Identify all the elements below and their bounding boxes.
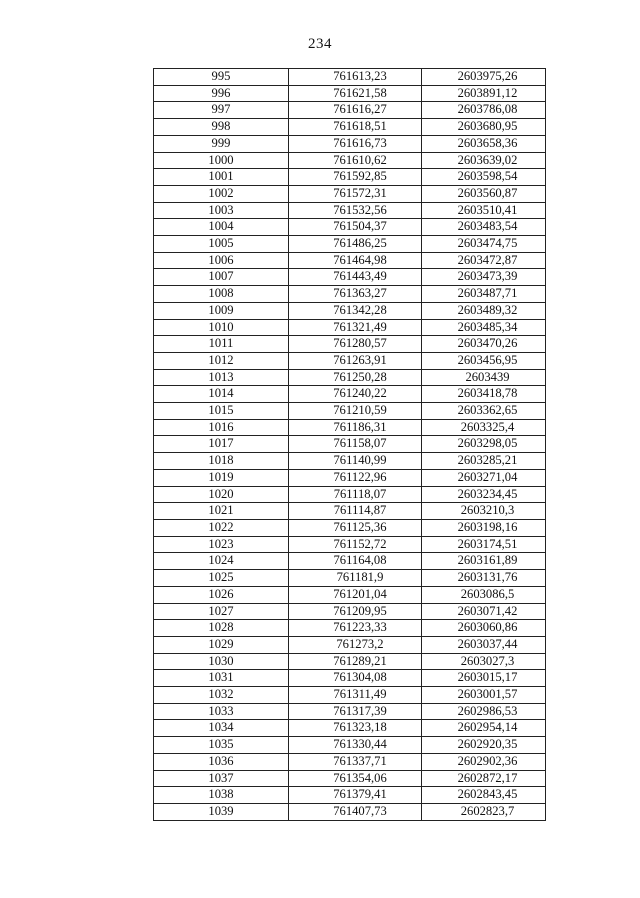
y-coordinate-cell: 2603786,08 [422,102,546,119]
y-coordinate-cell: 2603487,71 [422,286,546,303]
y-coordinate-cell: 2602986,53 [422,703,546,720]
y-coordinate-cell: 2603680,95 [422,119,546,136]
table-row [154,302,546,319]
y-coordinate-cell: 2603037,44 [422,636,546,653]
point-number-cell: 999 [154,135,289,152]
point-number-cell: 1032 [154,687,289,704]
y-coordinate-cell: 2603071,42 [422,603,546,620]
point-number-cell: 1029 [154,636,289,653]
y-coordinate-cell: 2603474,75 [422,236,546,253]
point-number-cell: 1030 [154,653,289,670]
point-number-cell: 1034 [154,720,289,737]
y-coordinate-cell: 2603174,51 [422,536,546,553]
table-row [154,102,546,119]
point-number-cell: 1021 [154,503,289,520]
point-number-cell: 1028 [154,620,289,637]
table-row [154,236,546,253]
point-number-cell: 1008 [154,286,289,303]
table-row [154,135,546,152]
y-coordinate-cell: 2603891,12 [422,85,546,102]
y-coordinate-cell: 2603439 [422,369,546,386]
y-coordinate-cell: 2603131,76 [422,570,546,587]
table-row [154,787,546,804]
x-coordinate-cell: 761114,87 [289,503,422,520]
x-coordinate-cell: 761304,08 [289,670,422,687]
point-number-cell: 1011 [154,336,289,353]
point-number-cell: 1031 [154,670,289,687]
x-coordinate-cell: 761158,07 [289,436,422,453]
y-coordinate-cell: 2602843,45 [422,787,546,804]
table-row [154,252,546,269]
page-number: 234 [308,36,332,52]
point-number-cell: 1025 [154,570,289,587]
y-coordinate-cell: 2603210,3 [422,503,546,520]
table-row [154,536,546,553]
y-coordinate-cell: 2603489,32 [422,302,546,319]
table-row [154,753,546,770]
x-coordinate-cell: 761125,36 [289,519,422,536]
table-row [154,636,546,653]
y-coordinate-cell: 2603658,36 [422,135,546,152]
point-number-cell: 1013 [154,369,289,386]
point-number-cell: 1035 [154,737,289,754]
point-number-cell: 1009 [154,302,289,319]
y-coordinate-cell: 2603161,89 [422,553,546,570]
point-number-cell: 1005 [154,236,289,253]
point-number-cell: 1023 [154,536,289,553]
x-coordinate-cell: 761140,99 [289,453,422,470]
y-coordinate-cell: 2603975,26 [422,69,546,86]
point-number-cell: 1026 [154,586,289,603]
x-coordinate-cell: 761532,56 [289,202,422,219]
table-row [154,503,546,520]
table-row [154,570,546,587]
x-coordinate-cell: 761210,59 [289,403,422,420]
point-number-cell: 1020 [154,486,289,503]
point-number-cell: 1017 [154,436,289,453]
point-number-cell: 1015 [154,403,289,420]
point-number-cell: 1002 [154,185,289,202]
y-coordinate-cell: 2602872,17 [422,770,546,787]
table-row [154,386,546,403]
table-row [154,603,546,620]
x-coordinate-cell: 761263,91 [289,352,422,369]
x-coordinate-cell: 761209,95 [289,603,422,620]
point-number-cell: 1001 [154,169,289,186]
y-coordinate-cell: 2603198,16 [422,519,546,536]
point-number-cell: 997 [154,102,289,119]
point-number-cell: 998 [154,119,289,136]
x-coordinate-cell: 761289,21 [289,653,422,670]
x-coordinate-cell: 761118,07 [289,486,422,503]
x-coordinate-cell: 761273,2 [289,636,422,653]
y-coordinate-cell: 2603298,05 [422,436,546,453]
table-row [154,369,546,386]
table-row [154,269,546,286]
x-coordinate-cell: 761337,71 [289,753,422,770]
y-coordinate-cell: 2603472,87 [422,252,546,269]
x-coordinate-cell: 761250,28 [289,369,422,386]
table-row [154,586,546,603]
table-row [154,319,546,336]
y-coordinate-cell: 2603483,54 [422,219,546,236]
table-row [154,336,546,353]
x-coordinate-cell: 761280,57 [289,336,422,353]
point-number-cell: 1004 [154,219,289,236]
x-coordinate-cell: 761616,27 [289,102,422,119]
x-coordinate-cell: 761311,49 [289,687,422,704]
x-coordinate-cell: 761464,98 [289,252,422,269]
y-coordinate-cell: 2603015,17 [422,670,546,687]
y-coordinate-cell: 2602954,14 [422,720,546,737]
point-number-cell: 1037 [154,770,289,787]
table-row [154,486,546,503]
point-number-cell: 1033 [154,703,289,720]
table-row [154,152,546,169]
table-row [154,803,546,820]
point-number-cell: 1024 [154,553,289,570]
x-coordinate-cell: 761379,41 [289,787,422,804]
y-coordinate-cell: 2603598,54 [422,169,546,186]
x-coordinate-cell: 761504,37 [289,219,422,236]
y-coordinate-cell: 2603234,45 [422,486,546,503]
table-row [154,720,546,737]
x-coordinate-cell: 761354,06 [289,770,422,787]
table-row [154,119,546,136]
y-coordinate-cell: 2603418,78 [422,386,546,403]
y-coordinate-cell: 2603325,4 [422,419,546,436]
table-row [154,553,546,570]
y-coordinate-cell: 2603086,5 [422,586,546,603]
point-number-cell: 1027 [154,603,289,620]
table-row [154,469,546,486]
y-coordinate-cell: 2602920,35 [422,737,546,754]
point-number-cell: 1007 [154,269,289,286]
table-row [154,69,546,86]
x-coordinate-cell: 761621,58 [289,85,422,102]
x-coordinate-cell: 761152,72 [289,536,422,553]
x-coordinate-cell: 761164,08 [289,553,422,570]
table-row [154,85,546,102]
point-number-cell: 1018 [154,453,289,470]
table-row [154,202,546,219]
y-coordinate-cell: 2602823,7 [422,803,546,820]
x-coordinate-cell: 761122,96 [289,469,422,486]
x-coordinate-cell: 761186,31 [289,419,422,436]
x-coordinate-cell: 761330,44 [289,737,422,754]
table-row [154,653,546,670]
point-number-cell: 1014 [154,386,289,403]
table-row [154,169,546,186]
point-number-cell: 1036 [154,753,289,770]
table-row [154,770,546,787]
table-row [154,286,546,303]
y-coordinate-cell: 2603271,04 [422,469,546,486]
y-coordinate-cell: 2603362,65 [422,403,546,420]
x-coordinate-cell: 761618,51 [289,119,422,136]
point-number-cell: 1022 [154,519,289,536]
table-row [154,352,546,369]
table-row [154,419,546,436]
x-coordinate-cell: 761223,33 [289,620,422,637]
y-coordinate-cell: 2603560,87 [422,185,546,202]
x-coordinate-cell: 761181,9 [289,570,422,587]
point-number-cell: 1003 [154,202,289,219]
x-coordinate-cell: 761240,22 [289,386,422,403]
table-row [154,519,546,536]
table-row [154,403,546,420]
point-number-cell: 1010 [154,319,289,336]
table-row [154,687,546,704]
point-number-cell: 1039 [154,803,289,820]
point-number-cell: 996 [154,85,289,102]
y-coordinate-cell: 2603027,3 [422,653,546,670]
x-coordinate-cell: 761317,39 [289,703,422,720]
point-number-cell: 1019 [154,469,289,486]
x-coordinate-cell: 761321,49 [289,319,422,336]
table-row [154,670,546,687]
point-number-cell: 1000 [154,152,289,169]
x-coordinate-cell: 761592,85 [289,169,422,186]
y-coordinate-cell: 2603639,02 [422,152,546,169]
x-coordinate-cell: 761407,73 [289,803,422,820]
coordinates-table [153,68,546,821]
y-coordinate-cell: 2602902,36 [422,753,546,770]
point-number-cell: 1016 [154,419,289,436]
coordinates-table-body [154,69,546,821]
point-number-cell: 1012 [154,352,289,369]
x-coordinate-cell: 761486,25 [289,236,422,253]
x-coordinate-cell: 761613,23 [289,69,422,86]
x-coordinate-cell: 761201,04 [289,586,422,603]
y-coordinate-cell: 2603285,21 [422,453,546,470]
y-coordinate-cell: 2603456,95 [422,352,546,369]
x-coordinate-cell: 761443,49 [289,269,422,286]
y-coordinate-cell: 2603060,86 [422,620,546,637]
y-coordinate-cell: 2603470,26 [422,336,546,353]
table-row [154,620,546,637]
table-row [154,737,546,754]
table-row [154,703,546,720]
y-coordinate-cell: 2603473,39 [422,269,546,286]
point-number-cell: 1006 [154,252,289,269]
x-coordinate-cell: 761616,73 [289,135,422,152]
x-coordinate-cell: 761572,31 [289,185,422,202]
table-row [154,185,546,202]
x-coordinate-cell: 761342,28 [289,302,422,319]
x-coordinate-cell: 761610,62 [289,152,422,169]
table-row [154,436,546,453]
y-coordinate-cell: 2603510,41 [422,202,546,219]
x-coordinate-cell: 761323,18 [289,720,422,737]
y-coordinate-cell: 2603485,34 [422,319,546,336]
y-coordinate-cell: 2603001,57 [422,687,546,704]
x-coordinate-cell: 761363,27 [289,286,422,303]
point-number-cell: 1038 [154,787,289,804]
table-row [154,453,546,470]
table-row [154,219,546,236]
point-number-cell: 995 [154,69,289,86]
